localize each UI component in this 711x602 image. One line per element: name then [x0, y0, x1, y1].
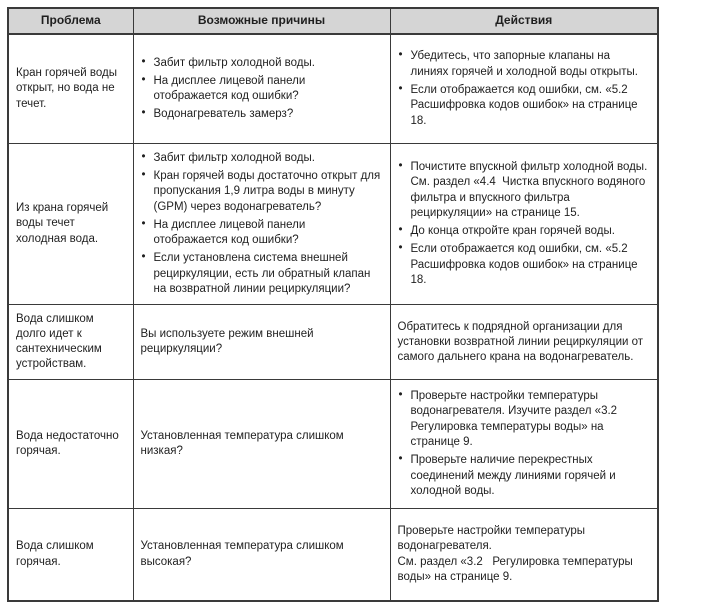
problem-text: Кран горячей воды открыт, но вода не течет. [16, 66, 117, 110]
action-text: Обратитесь к подрядной организации для установки возвратной линии рециркуляции от самого дальнего крана на водонагреватель. [397, 320, 644, 363]
actions-cell [390, 380, 658, 509]
action-item: • Если отображается код ошибки, см. «5.2 Расшифровка кодов ошибок» на странице 18. [398, 83, 651, 130]
action-item: • Убедитесь, что запорные клапаны на линиях горячей и холодной воды открыты. [398, 49, 651, 80]
actions-cell [390, 34, 658, 144]
troubleshooting-table [7, 7, 659, 602]
action-item: • До конца откройте кран горячей воды. [398, 224, 651, 240]
problem-text: Из крана горячей воды течет холодная вода. [16, 201, 109, 245]
actions-list [398, 389, 651, 500]
problem-cell [8, 509, 133, 602]
causes-cell [133, 509, 390, 602]
table-header-row [8, 8, 658, 34]
causes-cell [133, 305, 390, 380]
problem-cell [8, 34, 133, 144]
cause-item: • Водонагреватель замерз? [141, 107, 383, 123]
problem-cell [8, 380, 133, 509]
causes-cell [133, 34, 390, 144]
action-text-line: Проверьте настройки температуры водонагревателя. [397, 524, 586, 552]
header-actions: Действия [390, 8, 658, 34]
causes-cell [133, 380, 390, 509]
problem-text: Вода недостаточно горячая. [16, 429, 119, 457]
cause-item: • На дисплее лицевой панели отображается код ошибки? [141, 74, 383, 105]
actions-list [398, 160, 651, 289]
cause-text: Установленная температура слишком высокая? [140, 540, 344, 568]
cause-item: • Если установлена система внешней рециркуляции, есть ли обратный клапан на возвратной линии рециркуляции? [141, 251, 383, 298]
cause-text: Вы используете режим внешней рециркуляции? [140, 328, 314, 355]
actions-cell [390, 305, 658, 380]
action-item: • Если отображается код ошибки, см. «5.2 Расшифровка кодов ошибок» на странице 18. [398, 242, 651, 289]
actions-cell [390, 509, 658, 602]
causes-list [141, 151, 383, 298]
action-item: • Проверьте наличие перекрестных соединений между линиями горячей и холодной воды. [398, 453, 651, 500]
actions-cell [390, 144, 658, 305]
table-row [8, 305, 658, 380]
header-possible-causes: Возможные причины [133, 8, 390, 34]
header-problem: Проблема [8, 8, 133, 34]
table-row [8, 380, 658, 509]
causes-list [141, 56, 383, 123]
action-item: • Проверьте настройки температуры водонагревателя. Изучите раздел «3.2 Регулировка температуры воды» на странице 9. [398, 389, 651, 451]
table-row [8, 509, 658, 602]
problem-text: Вода слишком горячая. [16, 540, 94, 568]
cause-item: • Кран горячей воды достаточно открыт для пропускания 1,9 литра воды в минуту (GPM) через водонагреватель? [141, 169, 383, 216]
action-text-line: См. раздел «3.2 Регулировка температуры воды» на странице 9. [397, 555, 633, 583]
cause-item: • Забит фильтр холодной воды. [141, 56, 383, 72]
problem-cell [8, 144, 133, 305]
problem-cell [8, 305, 133, 380]
causes-cell [133, 144, 390, 305]
cause-item: • На дисплее лицевой панели отображается код ошибки? [141, 218, 383, 249]
cause-text: Установленная температура слишком низкая? [140, 429, 344, 457]
table-row [8, 144, 658, 305]
action-item: • Почистите впускной фильтр холодной воды. См. раздел «4.4 Чистка впускного водяного фильтра и впускного фильтра рециркуляции» на странице 15. [398, 160, 651, 222]
table-row [8, 34, 658, 144]
problem-text: Вода слишком долго идет к сантехническим устройствам. [16, 313, 102, 370]
actions-list [398, 49, 651, 129]
cause-item: • Забит фильтр холодной воды. [141, 151, 383, 167]
